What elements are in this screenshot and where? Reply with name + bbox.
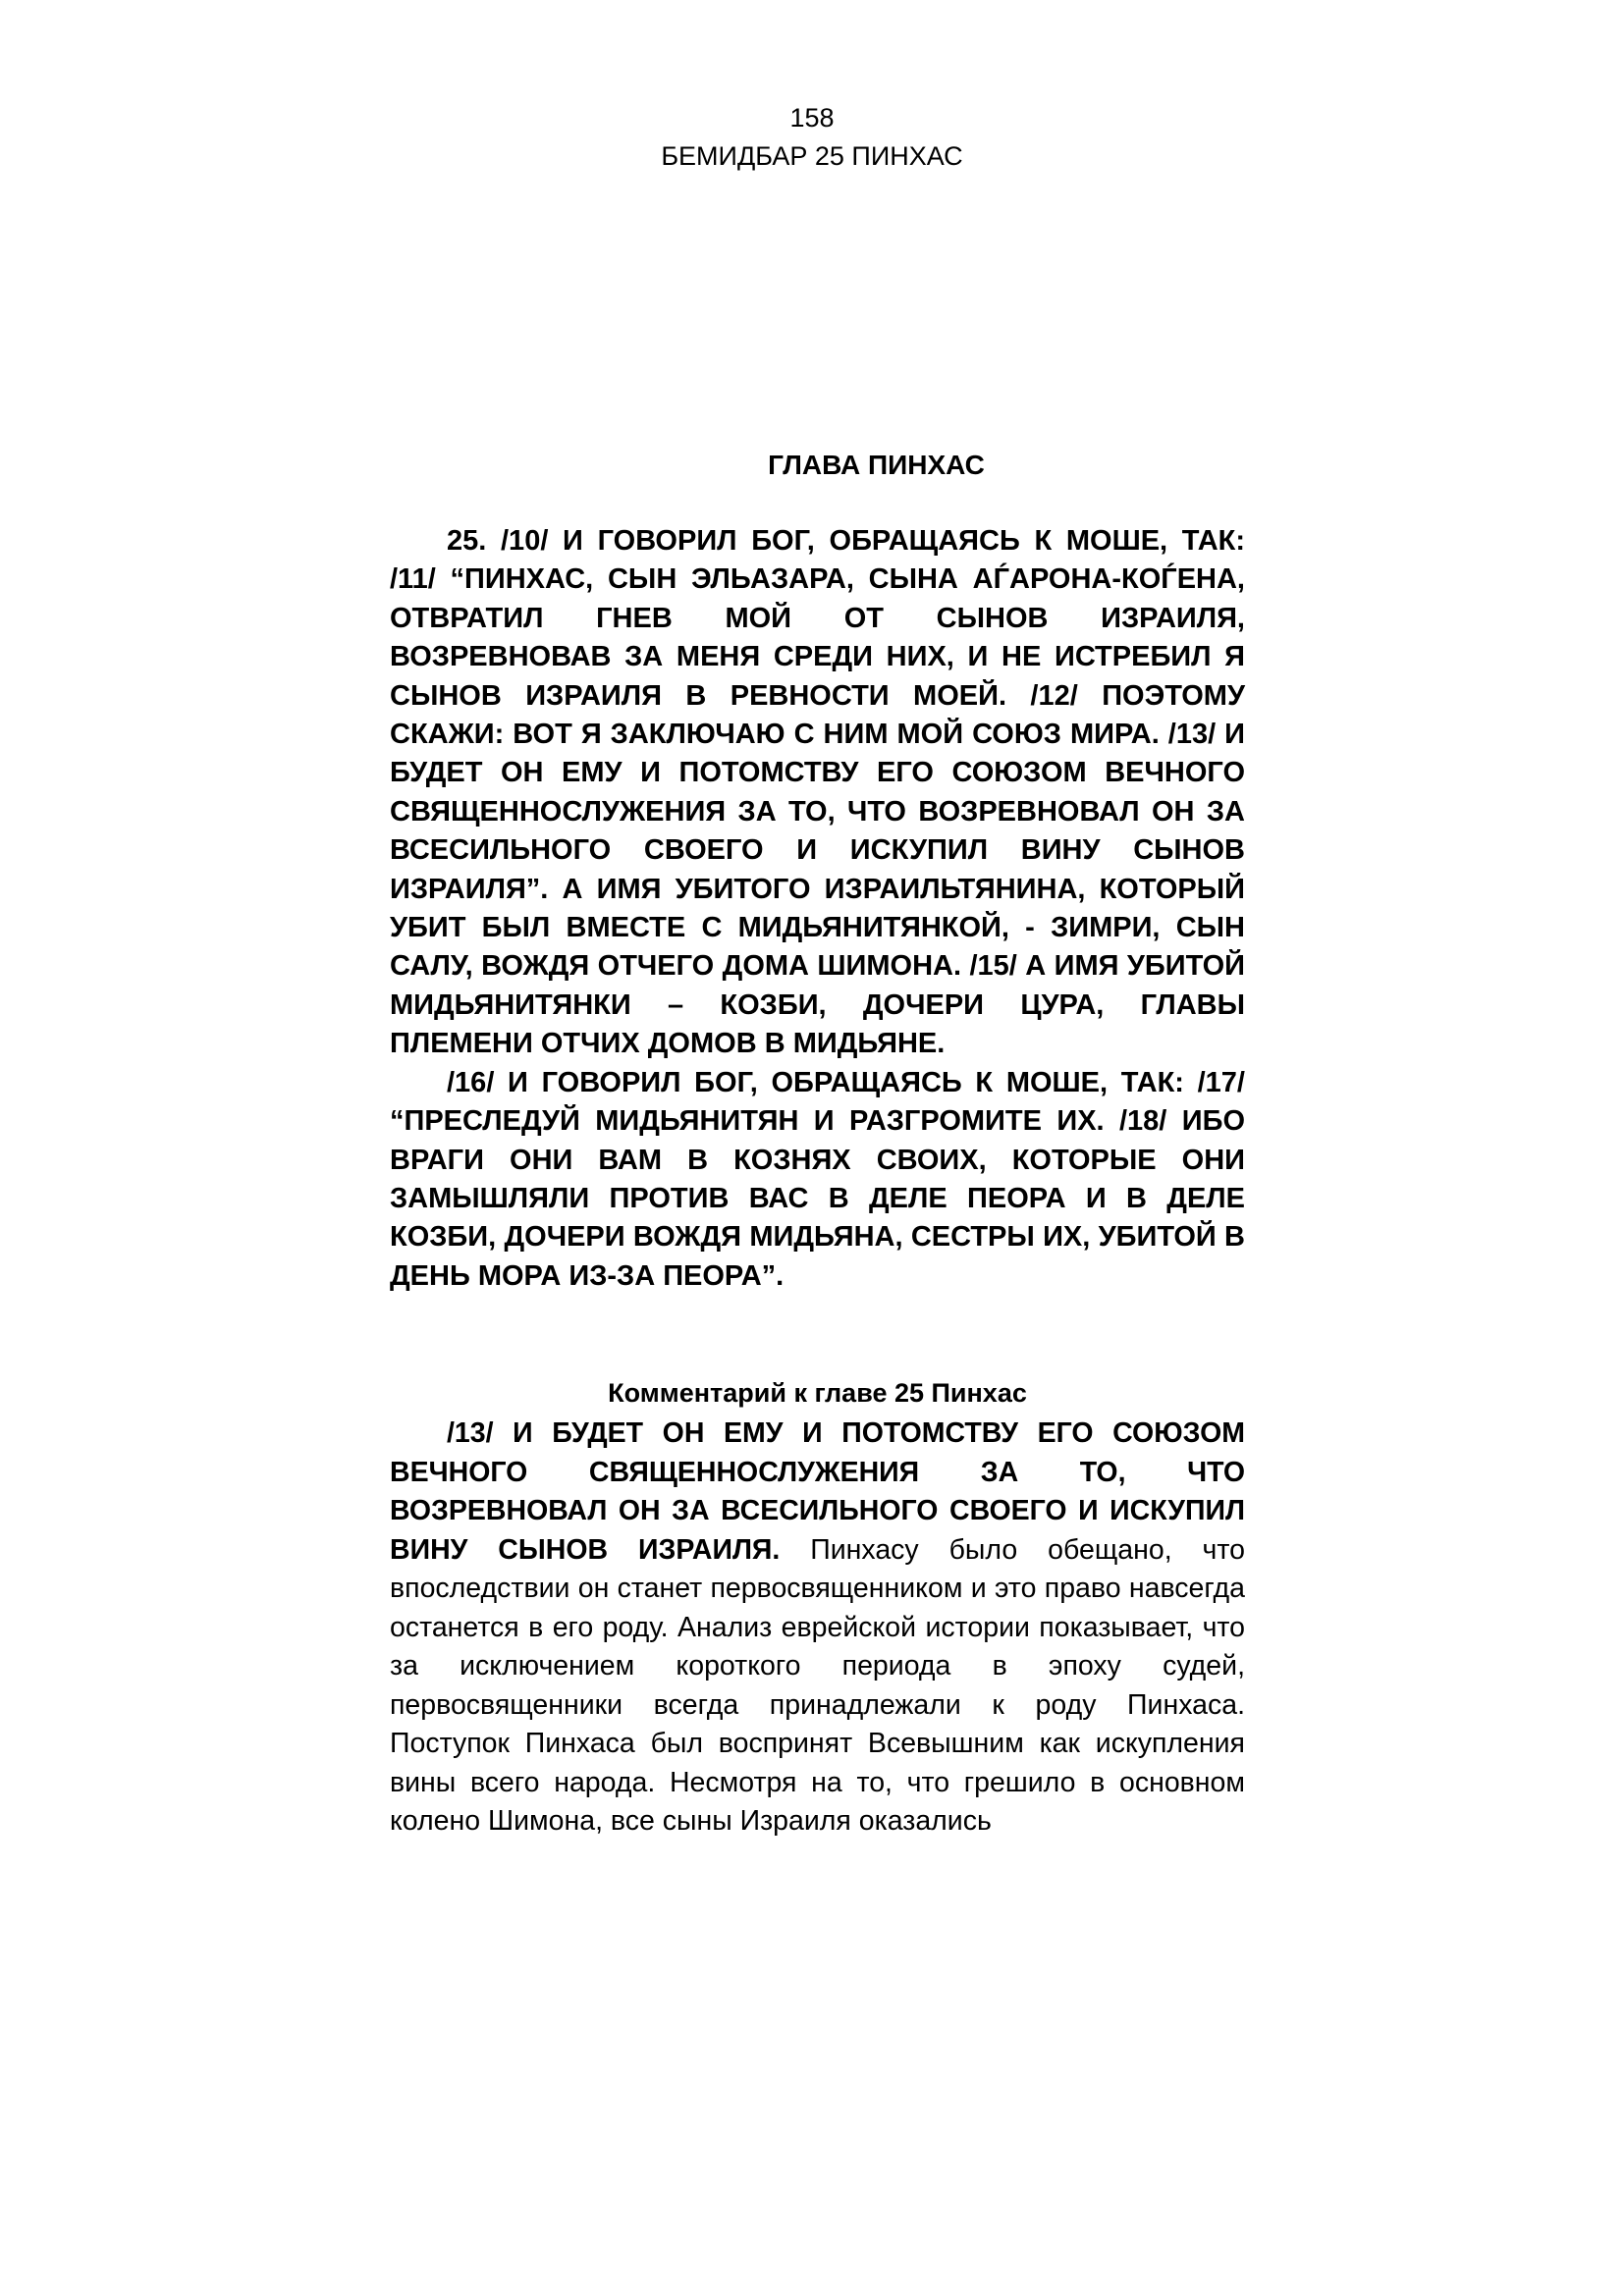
verse-paragraph-2: /16/ И ГОВОРИЛ БОГ, ОБРАЩАЯСЬ К МОШЕ, ТАК: /17/ “ПРЕСЛЕДУЙ МИДЬЯНИТЯН И РАЗГРОМИТЕ ИХ. /18/ ИБО ВРАГИ ОНИ ВАМ В КОЗНЯХ СВОИХ, КОТОРЫЕ ОНИ ЗАМЫШЛЯЛИ ПРОТИВ ВАС В ДЕЛЕ ПЕОРА И В ДЕЛЕ КОЗБИ, ДОЧЕРИ ВОЖДЯ МИДЬЯНА, СЕСТРЫ ИХ, УБИТОЙ В ДЕНЬ МОРА ИЗ-ЗА ПЕОРА”. [390,1066,1245,1292]
commentary-text: Пинхасу было обещано, что впоследствии он станет первосвященником и это право навсегда останется в его роду. Анализ еврейской истории показывает, что за исключением короткого периода в эпоху судей, первосвященники всегда принадлежали к роду Пинхаса. Поступок Пинхаса был воспринят Всевышним как искупления вины всего народа. Несмотря на то, что грешило в основном колено Шимона, все сыны Израиля оказались [390,1533,1245,1837]
commentary-lemma: /13/ И БУДЕТ ОН ЕМУ И ПОТОМСТВУ ЕГО СОЮЗОМ ВЕЧНОГО СВЯЩЕННОСЛУЖЕНИЯ ЗА ТО, ЧТО ВОЗРЕВНОВАЛ ОН ЗА ВСЕСИЛЬНОГО СВОЕГО И ИСКУПИЛ ВИНУ СЫНОВ ИЗРАИЛЯ. [390,1417,1245,1566]
chapter-verses [390,522,1245,1296]
commentary-title: Комментарий к главе 25 Пинхас [608,1378,1027,1408]
verse-paragraph-1: 25. /10/ И ГОВОРИЛ БОГ, ОБРАЩАЯСЬ К МОШЕ, ТАК: /11/ “ПИНХАС, СЫН ЭЛЬАЗАРА, СЫНА АЃАРОНА-КОЃЕНА, ОТВРАТИЛ ГНЕВ МОЙ ОТ СЫНОВ ИЗРАИЛЯ, ВОЗРЕВНОВАВ ЗА МЕНЯ СРЕДИ НИХ, И НЕ ИСТРЕБИЛ Я СЫНОВ ИЗРАИЛЯ В РЕВНОСТИ МОЕЙ. /12/ ПОЭТОМУ СКАЖИ: ВОТ Я ЗАКЛЮЧАЮ С НИМ МОЙ СОЮЗ МИРА. /13/ И БУДЕТ ОН ЕМУ И ПОТОМСТВУ ЕГО СОЮЗОМ ВЕЧНОГО СВЯЩЕННОСЛУЖЕНИЯ ЗА ТО, ЧТО ВОЗРЕВНОВАЛ ОН ЗА ВСЕСИЛЬНОГО СВОЕГО И ИСКУПИЛ ВИНУ СЫНОВ ИЗРАИЛЯ”. А ИМЯ УБИТОГО ИЗРАИЛЬТЯНИНА, КОТОРЫЙ УБИТ БЫЛ ВМЕСТЕ С МИДЬЯНИТЯНКОЙ, - ЗИМРИ, СЫН САЛУ, ВОЖДЯ ОТЧЕГО ДОМА ШИМОНА. /15/ А ИМЯ УБИТОЙ МИДЬЯНИТЯНКИ – КОЗБИ, ДОЧЕРИ ЦУРА, ГЛАВЫ ПЛЕМЕНИ ОТЧИХ ДОМОВ В МИДЬЯНЕ. [390,525,1245,1060]
running-header: БЕМИДБАР 25 ПИНХАС [661,141,963,171]
commentary-body [390,1415,1245,1842]
commentary-paragraph [390,1415,1245,1842]
chapter-title: ГЛАВА ПИНХАС [768,450,985,480]
page-number: 158 [789,103,835,133]
